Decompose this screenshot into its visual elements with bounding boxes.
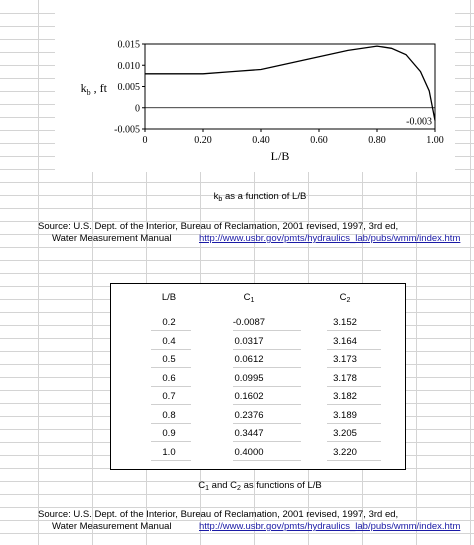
table-cell-lb: 0.4	[162, 335, 176, 347]
table-caption-sub1: 1	[205, 485, 210, 492]
table-row-divider	[233, 460, 301, 461]
table-row-divider	[327, 349, 381, 350]
table-cell-c2: 3.152	[333, 317, 357, 328]
chart-caption-k: k	[213, 191, 219, 202]
grid-row-line	[0, 494, 474, 495]
table-row-divider	[151, 460, 191, 461]
table-row-divider	[327, 386, 381, 387]
table-cell-c2: 3.173	[333, 354, 357, 365]
y-axis-label-sub: b	[86, 88, 91, 97]
table-row-divider	[233, 386, 301, 387]
y-axis-label-main: k	[80, 81, 87, 95]
table-cell-c1: 0.4000	[234, 446, 264, 458]
table-row-divider	[327, 460, 381, 461]
table-cell-lb: 1.0	[162, 446, 176, 458]
table-row-divider	[327, 367, 381, 368]
table-row-divider	[327, 404, 381, 405]
table-cell-lb: 0.6	[162, 372, 176, 384]
grid-row-line	[0, 182, 474, 183]
y-tick-label: 0	[135, 103, 140, 115]
grid-row-line	[0, 533, 474, 534]
y-axis-label-unit: , ft	[90, 81, 107, 95]
source-url-link-2[interactable]: http://www.usbr.gov/pmts/hydraulics_lab/pubs/wmm/index.htm	[199, 521, 461, 532]
x-axis-label: L/B	[270, 149, 290, 163]
table-cell-lb: 0.5	[162, 354, 176, 365]
table-cell-lb: 0.9	[162, 428, 176, 439]
y-axis-label	[81, 81, 108, 97]
grid-row-line	[0, 208, 474, 209]
table-row-divider	[151, 386, 191, 387]
table-cell-c1: 0.3447	[234, 428, 264, 439]
table-header-c1-main: C	[243, 292, 251, 303]
table-cell-c1: 0.1602	[234, 391, 264, 402]
table-caption-text: as functions of L/B	[240, 480, 322, 491]
source-line-1: Source: U.S. Dept. of the Interior, Bureau of Reclamation, 2001 revised, 1997, 3rd ed,	[38, 221, 399, 232]
table-row-divider	[151, 330, 191, 331]
x-tick-label: 0.20	[194, 135, 212, 146]
source-line-2: Source: U.S. Dept. of the Interior, Bureau of Reclamation, 2001 revised, 1997, 3rd ed,	[38, 509, 399, 520]
table-row-divider	[233, 367, 301, 368]
grid-row-line	[0, 260, 474, 261]
x-tick-label: 0.80	[368, 135, 386, 146]
table-cell-c2: 3.164	[333, 335, 357, 347]
table-header-c2-main: C	[339, 292, 347, 303]
x-tick-label: 0	[142, 135, 148, 146]
x-tick-label: 0.60	[310, 135, 328, 146]
grid-row-line	[0, 273, 474, 274]
table-caption-c: C	[198, 480, 206, 491]
table-row-divider	[233, 349, 301, 350]
source-manual-2: Water Measurement Manual	[52, 521, 172, 532]
table-header-c1-sub: 1	[250, 297, 255, 304]
source-url-link-1[interactable]: http://www.usbr.gov/pmts/hydraulics_lab/pubs/wmm/index.htm	[199, 233, 461, 244]
chart-caption	[150, 191, 370, 205]
table-cell-c2: 3.182	[333, 391, 357, 402]
annotation-label: -0.003	[406, 116, 432, 128]
source-manual-1: Water Measurement Manual	[52, 233, 172, 244]
table-row-divider	[151, 349, 191, 350]
table-caption-sub2: 2	[237, 485, 241, 492]
plot-area	[145, 44, 435, 129]
table-cell-c1: 0.0317	[234, 335, 264, 347]
grid-row-line	[0, 507, 474, 508]
grid-col-line	[470, 0, 471, 545]
table-row-divider	[233, 330, 301, 331]
x-tick-label: 0.40	[252, 135, 270, 146]
table-row-divider	[233, 441, 301, 442]
table-cell-lb: 0.8	[162, 409, 176, 421]
grid-col-line	[38, 0, 39, 545]
table-cell-c2: 3.205	[333, 428, 357, 439]
table-cell-c1: 0.2376	[234, 409, 264, 421]
table-cell-c1: 0.0995	[234, 372, 264, 384]
table-header-c1	[219, 292, 279, 304]
chart-caption-text: as a function of L/B	[222, 191, 307, 202]
table-cell-c2: 3.178	[333, 372, 357, 384]
table-caption-and: and C	[209, 480, 238, 491]
table-header-c2-sub: 2	[346, 297, 351, 304]
table-cell-c1: -0.0087	[232, 317, 266, 328]
table-cell-c2: 3.189	[333, 409, 357, 421]
y-tick-label: -0.005	[114, 124, 140, 136]
table-row-divider	[151, 404, 191, 405]
table-cell-lb: 0.7	[162, 391, 176, 402]
chart-caption-sub: b	[218, 196, 223, 203]
chart-svg	[55, 0, 455, 172]
coefficient-table	[110, 283, 406, 470]
table-header-lb: L/B	[161, 292, 177, 303]
table-row-divider	[151, 367, 191, 368]
x-tick-label: 1.00	[426, 135, 444, 146]
y-tick-label: 0.015	[117, 39, 140, 51]
table-row-divider	[151, 423, 191, 424]
y-tick-label: 0.010	[117, 60, 140, 72]
table-cell-c2: 3.220	[333, 446, 357, 458]
table-cell-lb: 0.2	[162, 317, 176, 328]
table-row-divider	[327, 441, 381, 442]
table-row-divider	[233, 423, 301, 424]
table-cell-c1: 0.0612	[234, 354, 264, 365]
table-row-divider	[233, 404, 301, 405]
table-row-divider	[151, 441, 191, 442]
table-row-divider	[327, 330, 381, 331]
y-tick-label: 0.005	[117, 82, 140, 93]
chart-object[interactable]	[55, 0, 455, 172]
table-header-c2	[315, 292, 375, 304]
table-caption	[150, 480, 370, 494]
grid-row-line	[0, 247, 474, 248]
table-row-divider	[327, 423, 381, 424]
